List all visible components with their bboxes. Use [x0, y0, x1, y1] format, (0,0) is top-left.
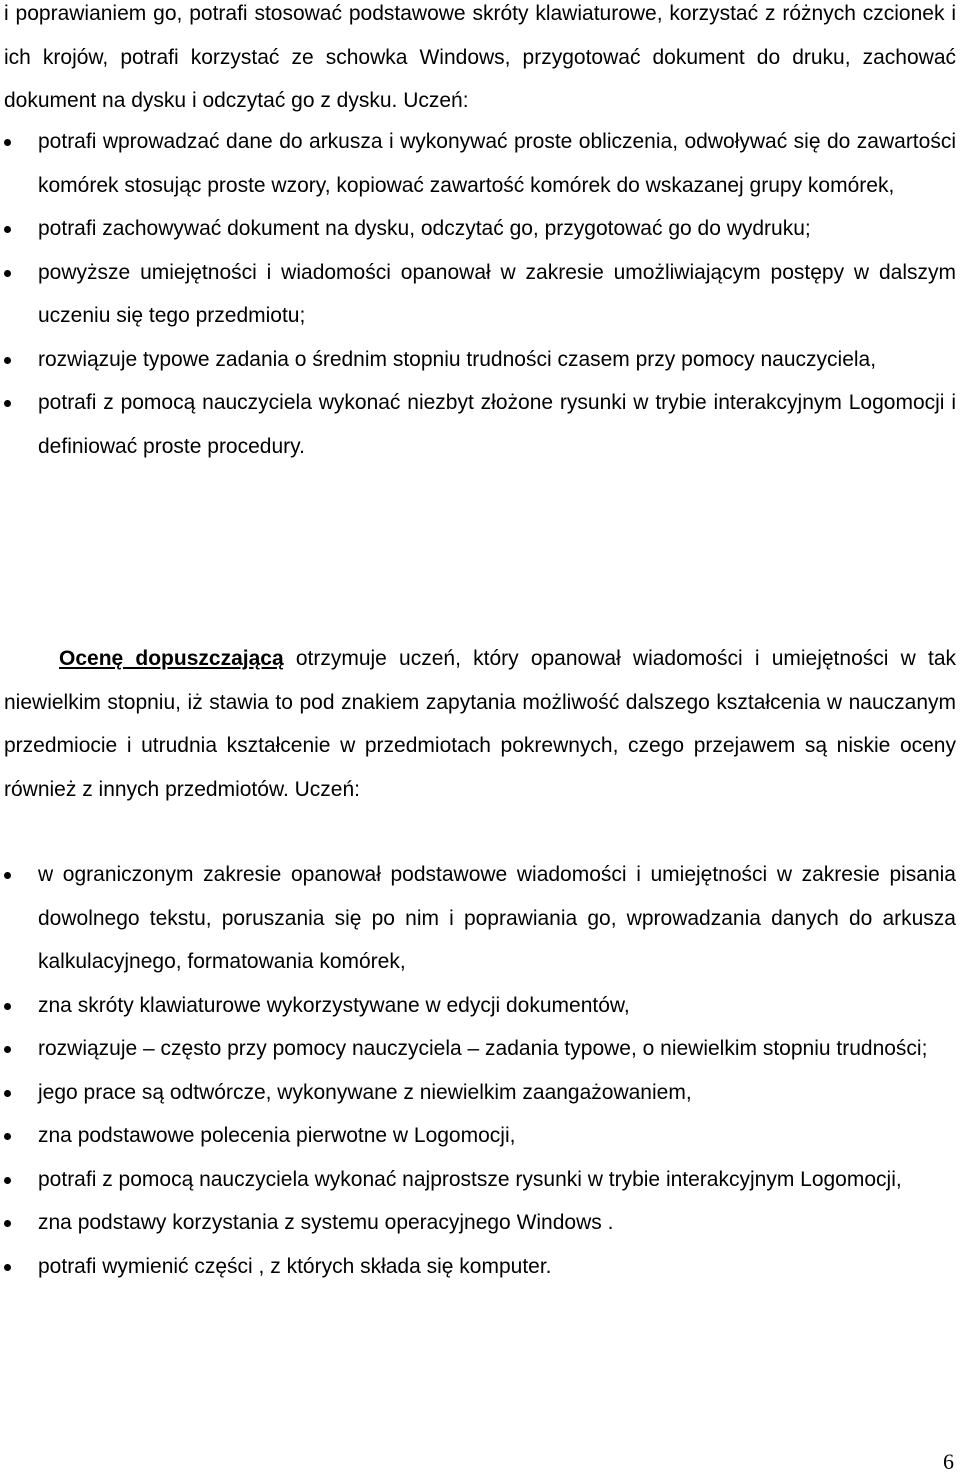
bullet-icon	[4, 1003, 11, 1010]
bullet-icon	[4, 1090, 11, 1097]
paragraph-grade-sufficient	[4, 637, 956, 811]
list-item-text: rozwiązuje typowe zadania o średnim stopniu trudności czasem przy pomocy nauczyciela,	[38, 347, 877, 371]
bullet-icon	[4, 1177, 11, 1184]
bullet-icon	[4, 872, 11, 879]
paragraph-text: otrzymuje uczeń, który opanował wiadomości i umiejętności w tak niewielkim stopniu, iż stawia to pod znakiem zapytania możliwość dalszego kształcenia w nauczanym przedmiocie i utrudnia kształcenie w przedmiotach pokrewnych, czego przejawem są niskie oceny również z innych przedmiotów. Uczeń:	[4, 647, 956, 801]
list-item-text: potrafi z pomocą nauczyciela wykonać niezbyt złożone rysunki w trybie interakcyjnym Logomocji i definiować proste procedury.	[38, 391, 956, 458]
list-item-text: zna skróty klawiaturowe wykorzystywane w edycji dokumentów,	[38, 993, 630, 1017]
bullet-icon	[4, 357, 11, 364]
list-item-text: w ograniczonym zakresie opanował podstawowe wiadomości i umiejętności w zakresie pisania dowolnego tekstu, poruszania się po nim i poprawiania go, wprowadzania danych do arkusza kalkulacyjnego, formatowania komórek,	[38, 863, 956, 973]
list-item	[0, 1071, 956, 1115]
bullet-icon	[4, 226, 11, 233]
list-item	[0, 120, 956, 207]
list-item-text: potrafi wymienić części , z których składa się komputer.	[38, 1254, 552, 1278]
list-item	[0, 1201, 956, 1245]
list-item-text: powyższe umiejętności i wiadomości opanował w zakresie umożliwiającym postępy w dalszym uczeniu się tego przedmiotu;	[38, 260, 956, 327]
page-number: 6	[943, 1449, 954, 1474]
list-item-text: zna podstawowe polecenia pierwotne w Logomocji,	[38, 1124, 516, 1147]
list-item	[0, 1114, 956, 1158]
list-item	[0, 207, 956, 251]
list-item	[0, 251, 956, 338]
list-item-text: potrafi z pomocą nauczyciela wykonać najprostsze rysunki w trybie interakcyjnym Logomocji,	[38, 1167, 902, 1191]
list-item-text: potrafi zachowywać dokument na dysku, odczytać go, przygotować go do wydruku;	[38, 217, 811, 240]
list-item	[0, 381, 956, 468]
list-item	[0, 984, 956, 1028]
bullet-icon	[4, 1264, 11, 1271]
bullet-icon	[4, 1046, 11, 1053]
list-item-text: potrafi wprowadzać dane do arkusza i wykonywać proste obliczenia, odwoływać się do zawartości komórek stosując proste wzory, kopiować zawartość komórek do wskazanej grupy komórek,	[38, 130, 956, 197]
paragraph-intro: i poprawianiem go, potrafi stosować podstawowe skróty klawiaturowe, korzystać z różnych czcionek i ich krojów, potrafi korzystać ze schowka Windows, przygotować dokument do druku, zachować dokument na dysku i odczytać go z dysku. Uczeń:	[4, 2, 956, 112]
grade-heading: Ocenę dopuszczającą	[59, 647, 284, 670]
list-item-text: rozwiązuje – często przy pomocy nauczyciela – zadania typowe, o niewielkim stopniu trudności;	[38, 1037, 928, 1060]
list-item	[0, 1245, 956, 1289]
bullet-icon	[4, 1220, 11, 1227]
skills-list-sufficient	[0, 120, 956, 468]
list-item-text: zna podstawy korzystania z systemu operacyjnego Windows .	[38, 1211, 614, 1234]
bullet-icon	[4, 400, 11, 407]
list-item	[0, 853, 956, 984]
skills-list-pass	[0, 853, 956, 1288]
bullet-icon	[4, 270, 11, 277]
list-item	[0, 1027, 956, 1071]
list-item	[0, 338, 956, 382]
list-item-text: jego prace są odtwórcze, wykonywane z niewielkim zaangażowaniem,	[38, 1080, 692, 1104]
bullet-icon	[4, 139, 11, 146]
list-item	[0, 1158, 956, 1202]
bullet-icon	[4, 1133, 11, 1140]
